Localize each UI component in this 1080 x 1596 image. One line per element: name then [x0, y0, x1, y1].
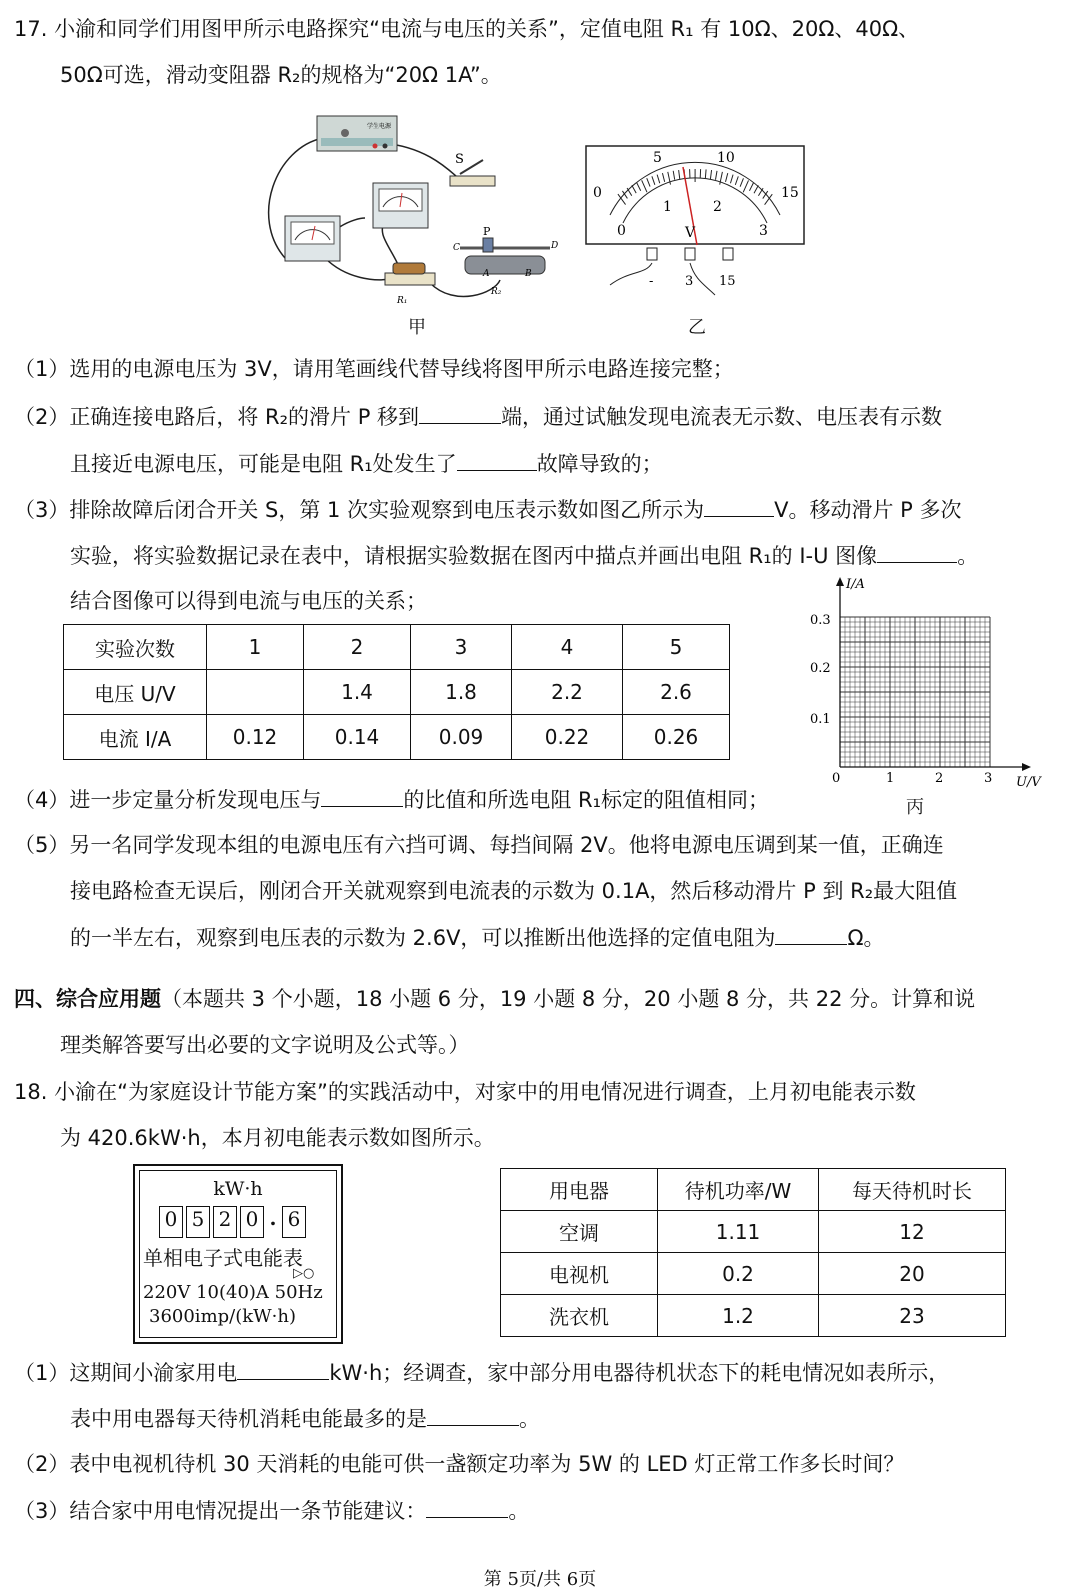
- label-a: A: [483, 269, 490, 279]
- table-cell: 待机功率/W: [658, 1169, 819, 1211]
- table-cell: 洗衣机: [501, 1295, 658, 1337]
- table-cell: [207, 670, 304, 715]
- meter-name: 单相电子式电能表: [143, 1246, 303, 1270]
- meter-dot: .: [269, 1206, 277, 1230]
- q17-p2-line1: （2）正确连接电路后，将 R₂的滑片 P 移到 端，通过试触发现电流表无示数、电压表有示数: [14, 401, 942, 432]
- table-cell: 2.2: [512, 670, 623, 715]
- table-cell: 3: [411, 625, 512, 670]
- blank-p4[interactable]: [321, 784, 403, 807]
- q17-line2: 50Ω可选，滑动变阻器 R₂的规格为“20Ω 1A”。: [60, 63, 502, 87]
- outer-15: 15: [781, 185, 799, 201]
- iu-graph: [800, 572, 1070, 797]
- q17-p5-line3: 的一半左右，观察到电压表的示数为 2.6V，可以推断出他选择的定值电阻为 Ω。: [70, 922, 885, 953]
- energy-meter: [133, 1164, 343, 1344]
- table-cell: 空调: [501, 1211, 658, 1253]
- label-c: C: [453, 243, 460, 253]
- meter-digit: 0: [159, 1206, 183, 1238]
- terminal-3: 3: [685, 274, 694, 289]
- meter-digit: 0: [240, 1206, 264, 1238]
- graph-ylabel: I/A: [846, 577, 865, 592]
- xtick-2: 2: [935, 771, 944, 786]
- terminal-neg: -: [649, 274, 654, 289]
- rheostat-r2: [453, 225, 558, 297]
- inner-1: 1: [663, 199, 672, 215]
- meter-symbol-icon: ▷○: [293, 1266, 315, 1281]
- table-cell: 2: [304, 625, 411, 670]
- switch-s: [450, 152, 495, 186]
- blank-q18-p1[interactable]: [237, 1357, 329, 1380]
- ytick-0.1: 0.1: [810, 712, 831, 727]
- table-cell: 2.6: [623, 670, 730, 715]
- xtick-3: 3: [984, 771, 993, 786]
- label-s: S: [455, 152, 464, 167]
- meter-digit: 2: [213, 1206, 237, 1238]
- label-p: P: [483, 225, 491, 238]
- power-supply: [317, 116, 397, 151]
- outer-0: 0: [593, 185, 602, 201]
- page-footer: 第 5页/共 6页: [483, 1569, 597, 1590]
- fig-bing-label: 丙: [906, 797, 924, 818]
- q17-line1: 17. 小渝和同学们用图甲所示电路探究“电流与电压的关系”，定值电阻 R₁ 有 10Ω、20Ω、40Ω、: [14, 17, 920, 41]
- section4-desc: （本题共 3 个小题，18 小题 6 分，19 小题 8 分，20 小题 8 分，共 22 分。计算和说: [161, 987, 976, 1011]
- table-cell: 1: [207, 625, 304, 670]
- q17-p3-line1: （3）排除故障后闭合开关 S，第 1 次实验观察到电压表示数如图乙所示为 V。移动滑片 P 多次: [14, 494, 961, 525]
- label-d: D: [551, 241, 559, 251]
- ytick-0.3: 0.3: [810, 613, 831, 628]
- outer-10: 10: [717, 150, 735, 166]
- table-cell: 电压 U/V: [64, 670, 207, 715]
- table-cell: 0.12: [207, 715, 304, 760]
- q18-line2: 为 420.6kW·h，本月初电能表示数如图所示。: [60, 1126, 495, 1150]
- blank-q18-p3[interactable]: [426, 1495, 508, 1518]
- section4-header: [14, 984, 975, 1014]
- table-cell: 12: [819, 1211, 1006, 1253]
- q17-data-table: [63, 624, 730, 760]
- section4-line2: 理类解答要写出必要的文字说明及公式等。）: [60, 1033, 470, 1057]
- table-cell: 1.4: [304, 670, 411, 715]
- q18-p1-line1: （1）这期间小渝家用电 kW·h；经调查，家中部分用电器待机状态下的耗电情况如表所示，: [14, 1357, 949, 1388]
- inner-0: 0: [617, 223, 626, 239]
- section4-title: 四、综合应用题: [14, 987, 161, 1011]
- table-cell: 0.14: [304, 715, 411, 760]
- inner-3: 3: [759, 223, 768, 239]
- power-label: 学生电源: [367, 123, 392, 130]
- outer-5: 5: [653, 150, 662, 166]
- circuit-figure: [255, 108, 565, 313]
- table-cell: 电视机: [501, 1253, 658, 1295]
- label-r2: R₂: [491, 287, 502, 297]
- table-cell: 1.11: [658, 1211, 819, 1253]
- meter-digit: 6: [282, 1206, 306, 1238]
- q17-p3-line3: 结合图像可以得到电流与电压的关系；: [70, 589, 427, 613]
- q17-p5-line1: （5）另一名同学发现本组的电源电压有六挡可调、每挡间隔 2V。他将电源电压调到某一值，正确连: [14, 833, 944, 857]
- ytick-0.2: 0.2: [810, 661, 831, 676]
- blank-q18-p1b[interactable]: [427, 1403, 519, 1426]
- voltmeter-figure: [585, 145, 805, 300]
- terminal-15: 15: [719, 274, 736, 289]
- table-cell: 0.2: [658, 1253, 819, 1295]
- meter-spec1: 220V 10(40)A 50Hz: [143, 1282, 323, 1303]
- q18-p1-line2: 表中用电器每天待机消耗电能最多的是 。: [70, 1403, 540, 1434]
- table-cell: 5: [623, 625, 730, 670]
- q18-line1: 18. 小渝在“为家庭设计节能方案”的实践活动中，对家中的用电情况进行调查，上月初电能表示数: [14, 1080, 916, 1104]
- blank-p5[interactable]: [775, 922, 847, 945]
- table-cell: 每天待机时长: [819, 1169, 1006, 1211]
- blank-p2-fault[interactable]: [457, 448, 537, 471]
- table-cell: 0.22: [512, 715, 623, 760]
- q18-p3: （3）结合家中用电情况提出一条节能建议： 。: [14, 1495, 529, 1526]
- q17-p3-line2: 实验，将实验数据记录在表中，请根据实验数据在图丙中描点并画出电阻 R₁的 I-U 图像 。: [70, 540, 978, 571]
- unit-v: V: [685, 225, 696, 241]
- inner-2: 2: [713, 199, 722, 215]
- blank-p2-end[interactable]: [419, 401, 501, 424]
- meter-digit: 5: [186, 1206, 210, 1238]
- table-cell: 0.09: [411, 715, 512, 760]
- resistor-r1: [385, 263, 435, 306]
- graph-xlabel: U/V: [1016, 775, 1041, 790]
- table-cell: 用电器: [501, 1169, 658, 1211]
- table-cell: 0.26: [623, 715, 730, 760]
- blank-p3-graph[interactable]: [877, 540, 957, 563]
- meter-unit: kW·h: [213, 1178, 263, 1200]
- q18-p2: （2）表中电视机待机 30 天消耗的电能可供一盏额定功率为 5W 的 LED 灯正常工作多长时间？: [14, 1452, 905, 1476]
- label-r1: R₁: [397, 296, 408, 306]
- ammeter: [285, 216, 340, 261]
- xtick-1: 1: [886, 771, 895, 786]
- table-cell: 实验次数: [64, 625, 207, 670]
- q17-p4: （4）进一步定量分析发现电压与 的比值和所选电阻 R₁标定的阻值相同；: [14, 784, 769, 815]
- table-cell: 电流 I/A: [64, 715, 207, 760]
- blank-p3-voltage[interactable]: [704, 494, 774, 517]
- fig-jia-label: 甲: [408, 317, 426, 338]
- q17-p5-line2: 接电路检查无误后，刚闭合开关就观察到电流表的示数为 0.1A，然后移动滑片 P 到 R₂最大阻值: [70, 879, 958, 903]
- xtick-0: 0: [832, 771, 841, 786]
- meter-spec2: 3600imp/(kW·h): [149, 1306, 296, 1327]
- table-cell: 4: [512, 625, 623, 670]
- table-cell: 1.2: [658, 1295, 819, 1337]
- table-cell: 1.8: [411, 670, 512, 715]
- q17-p1: （1）选用的电源电压为 3V，请用笔画线代替导线将图甲所示电路连接完整；: [14, 357, 734, 381]
- fig-yi-label: 乙: [688, 317, 706, 338]
- table-cell: 23: [819, 1295, 1006, 1337]
- voltmeter-device: [373, 183, 428, 228]
- q18-appliance-table: [500, 1168, 1006, 1337]
- table-cell: 20: [819, 1253, 1006, 1295]
- q17-p2-line2: 且接近电源电压，可能是电阻 R₁处发生了 故障导致的；: [70, 448, 663, 479]
- label-b: B: [525, 269, 532, 279]
